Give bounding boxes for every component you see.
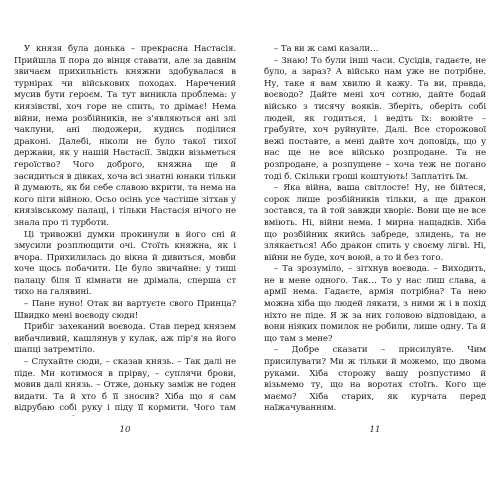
paragraph: Ці тривожні думки прокинули в його сні й змусили розплющити очі. Стоїть княжна, як і вчора. Прихилилась до вікна й дивиться, мовби хоче щось побачити. Це було звичайне: у тиші палацу біля її кімнати не дрімала, сперша ст тихо на галявині. <box>14 229 236 298</box>
right-page <box>264 44 486 416</box>
paragraph: – Добре сказати – присилуйте. Чим присилувати? Ми ж тільки й можемо, що двома руками. Хіба сторожу вашу розпустимо й візьмемо ту, що на воротах стоїть. Кого ще маємо? Хіба старих, як курчата перед наїжачуванням. <box>264 345 486 414</box>
paragraph: У князя була донька – прекрасна Настасія. Прийшла її пора до вінця ставати, але за давнім звичаєм прихильність княжни здобувалася в турнірах чи військових походах. Наречений мусив бути героєм. Та тут виникла проблема: у князівстві, хоч горе не спить, то дрімає! Нема війни, нема розбійників, не з'являються ані злі чаклуни, ані людожери, кудись поділися драконі. Далебі, ніколи не було такої тихої держави, як у нашій Настасії. Звідки візьметься героїство? Чого доброго, княжна ще й засидиться в дівках, хоча всі знатні юнаки тільки й думають, як би себе славою вкрити, та нема на кого піти війною. Осьо осінь усе частіше зітхав у князівському палаці, і тільки Настасія нічого не знала про ті турботи. <box>14 44 236 228</box>
paragraph: – Та ви ж самі казали… <box>274 44 379 54</box>
left-page <box>14 44 236 416</box>
page-number-right: 11 <box>369 425 381 435</box>
paragraph: – Знаю! То були інші часи. Сусідів, гадаєте, не було, а зараз? А військо нам уже не потрібне. Ну, таке я вам хвилю й кажу. Та ви, правда, воєводо? Дайте мені хоч сотню, дайте бодай військо з тисячу вояків. Зберіть, оберіть собі людей, як годиться, і ведіть їх: воюйте – грабуйте, хоч руйнуйте. Далі. Все сторожової вежі поставте, а мені дайте хоч доповідь, що у нас ще не все військо розпродане. Та не розпродане, а розпущене – хоча теж не погано тоді б. Скільки гроші коштують! Заплатіть їм. <box>264 55 486 182</box>
page-number-left: 10 <box>119 425 131 435</box>
paragraph: – Слухайте сюди, – сказав князь. – Так далі не піде. Ми котимося в прірву, – суплячи брови, мовив далі князь. – Отже, доньку заміж не годен видати. Та й хто б її зносив? Хіба що я сам відрубаю собі руку і піду її кормити. Чого там <box>14 357 236 414</box>
paragraph: Прибіг захеканий воєвода. Став перед князем вибачливий, кашлянув у кулак, аж пір'я на його шапці затремтіло. <box>14 322 236 356</box>
paragraph: – Пане нуно! Отак ви вартуєте свого Принца? Швидко мені воєводу сюди! <box>14 299 236 321</box>
paragraph: – Яка війна, ваша світлосте! Ну, не бійтеся, сорок лише розбійників тільки, а ще дракон зостався, та й той завжди хворіє. Вони ще не все вміють. Ні, війни нема. І мирна нащадків. Хіба що розбійник якийсь забреде, злидень, та не злякається! Або дракон спить у своєму лігві. Ні, війни не буде, хоч воюй, а то й без того. <box>264 183 486 263</box>
paragraph <box>264 415 486 416</box>
paragraph: – Та зрозуміло, – зітхнув воєвода. – Виходить, не в мене одного. Так… То у нас лиш слава, а армії нема. Гадаєте, армія потрібна? Та нею можна хіба що людей лякати, з ними ж і в похід ніхто не піде. Я ж за них головою відповідаю, а вони ніяких помилок не робили, лише одну. Та й що там з мене? <box>264 264 486 344</box>
